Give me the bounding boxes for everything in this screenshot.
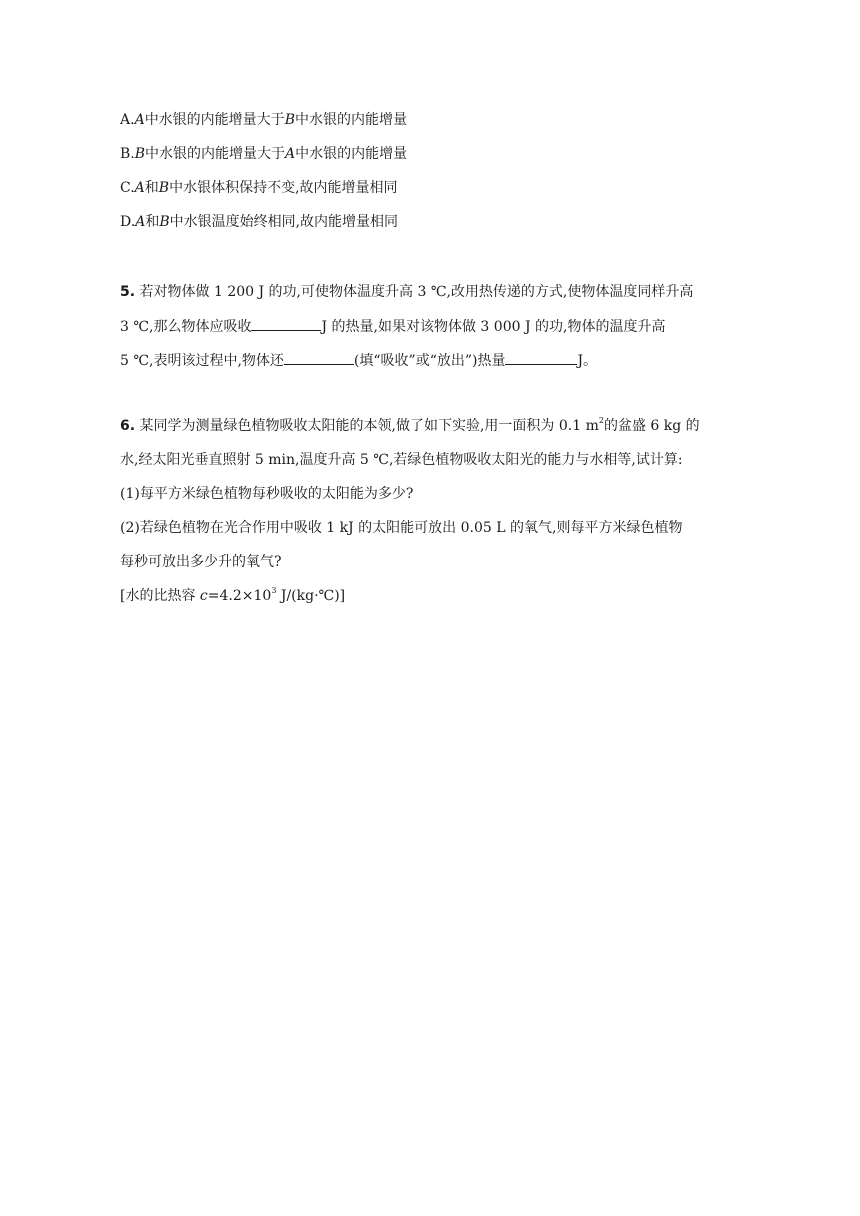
var-symbol: A — [134, 180, 145, 196]
option-text: 中水银的内能增量 — [294, 112, 407, 128]
answer-blank[interactable] — [251, 316, 321, 331]
var-symbol: c — [199, 588, 208, 604]
q6-note — [120, 586, 345, 606]
var-symbol: A — [285, 146, 296, 162]
q5-line-2 — [120, 316, 665, 337]
note-text: [水的比热容 — [120, 588, 200, 604]
question-text: J 的热量,如果对该物体做 3 000 J 的功,物体的温度升高 — [321, 319, 666, 335]
var-symbol: A — [134, 112, 145, 128]
var-symbol: B — [158, 180, 170, 196]
sub-question-text: (1)每平方米绿色植物每秒吸收的太阳能为多少? — [120, 486, 414, 502]
option-c — [120, 178, 398, 198]
sub-question-text: 每秒可放出多少升的氧气? — [120, 554, 282, 570]
q6-sub-2 — [120, 518, 682, 538]
option-letter: C. — [120, 180, 135, 196]
option-text: 中水银体积保持不变,故内能增量相同 — [169, 180, 398, 196]
option-d — [120, 212, 398, 232]
q6-line-2 — [120, 450, 683, 470]
question-text: 3 ℃,那么物体应吸收 — [120, 319, 252, 335]
superscript: 2 — [598, 416, 604, 425]
option-text: 中水银的内能增量大于 — [144, 112, 285, 128]
question-text: (填“吸收”或“放出”)热量 — [353, 353, 506, 369]
option-letter: D. — [120, 214, 136, 230]
question-text: 5 ℃,表明该过程中,物体还 — [120, 353, 284, 369]
q6-sub-2-cont — [120, 552, 282, 572]
question-number: 5. — [120, 284, 136, 300]
question-number: 6. — [120, 418, 136, 434]
q6-sub-1 — [120, 484, 413, 504]
answer-blank[interactable] — [284, 350, 354, 365]
option-a — [120, 110, 407, 130]
answer-blank[interactable] — [505, 350, 577, 365]
note-text: J/(kg·℃)] — [276, 588, 346, 604]
var-symbol: A — [135, 214, 146, 230]
q6-line-1 — [120, 416, 700, 436]
q5-line-1 — [120, 282, 693, 302]
note-text: =4.2×10 — [207, 588, 272, 604]
var-symbol: B — [284, 112, 295, 128]
var-symbol: B — [134, 146, 146, 162]
sub-question-text: (2)若绿色植物在光合作用中吸收 1 kJ 的太阳能可放出 0.05 L 的氧气,则每平方米绿色植物 — [120, 520, 683, 536]
q5-line-3 — [120, 350, 597, 371]
option-letter: A. — [120, 112, 135, 128]
option-text: 和 — [144, 180, 159, 196]
option-letter: B. — [120, 146, 135, 162]
question-text: J。 — [577, 353, 598, 369]
question-text: 的盆盛 6 kg 的 — [603, 418, 700, 434]
option-b — [120, 144, 407, 164]
option-text: 中水银的内能增量大于 — [145, 146, 286, 162]
superscript: 3 — [271, 586, 277, 595]
var-symbol: B — [159, 214, 170, 230]
question-text: 某同学为测量绿色植物吸收太阳能的本领,做了如下实验,用一面积为 0.1 m — [139, 418, 599, 434]
option-text: 中水银的内能增量 — [295, 146, 408, 162]
question-text: 水,经太阳光垂直照射 5 min,温度升高 5 ℃,若绿色植物吸收太阳光的能力与水相等,试计算: — [120, 452, 683, 468]
option-text: 和 — [145, 214, 160, 230]
question-text: 若对物体做 1 200 J 的功,可使物体温度升高 3 ℃,改用热传递的方式,使物体温度同样升高 — [139, 284, 694, 300]
option-text: 中水银温度始终相同,故内能增量相同 — [169, 214, 399, 230]
